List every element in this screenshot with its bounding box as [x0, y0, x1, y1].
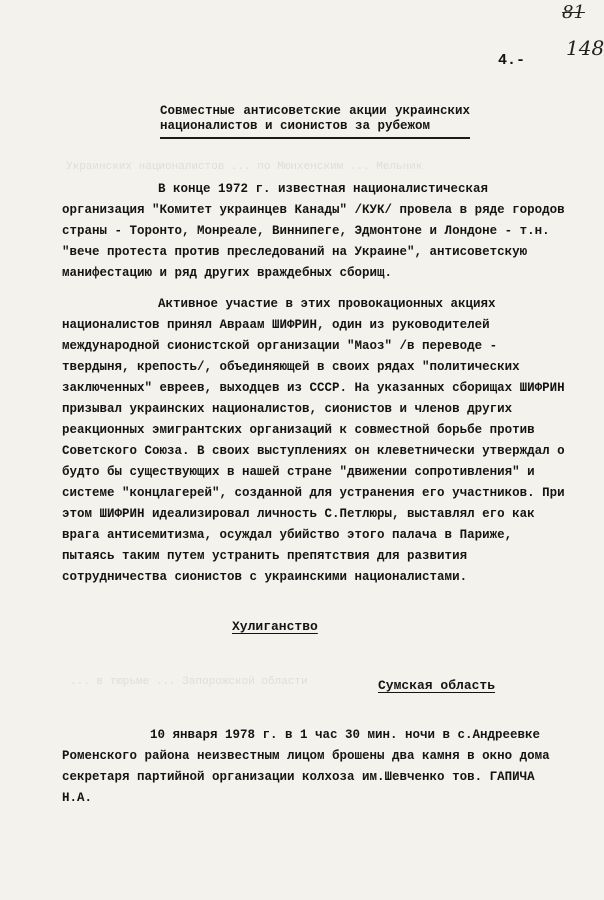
document-title: [160, 104, 470, 139]
page-number: 4.-: [498, 52, 526, 69]
paragraph-text: В конце 1972 г. известная националистическая организация "Комитет украинцев Канады" /КУК/ провела в ряде городов страны - Торонто, Монреале, Виннипеге, Эдмонтоне и Лондоне - т.н. "вече протеста против преследований на Украине", антисоветскую манифестацию и ряд других враждебных сборищ.: [62, 182, 565, 280]
paragraph: [62, 294, 572, 588]
bleed-through-text: Украинских националистов ... по Мюнхенским ... Мельник: [66, 161, 423, 173]
title-text: Совместные антисоветские акции украинских националистов и сионистов за рубежом: [160, 104, 470, 133]
paragraph-text: Активное участие в этих провокационных акциях националистов принял Авраам ШИФРИН, один из руководителей международной сионистской организации "Маоз" /в переводе - твердыня, крепость/, объединяющей в своих рядах "политических заключенных" евреев, выходцев из СССР. На указанных сборищах ШИФРИН призывал украинских националистов, сионистов и членов других реакционных эмигрантских организаций к совместной борьбе против Советского Союза. В своих выступлениях он клеветнически утверждал о будто бы существующих в нашей стране "движении сопротивления" и системе "концлагерей", созданной для устранения его участников. При этом ШИФРИН идеализировал личность С.Петлюры, выставлял его как врага антисемитизма, осуждал убийство этого палача в Париже, пытаясь таким путем устранить препятствия для развития сотрудничества сионистов с украинскими националистами.: [62, 297, 565, 584]
handwritten-crossed-number: 81: [562, 2, 585, 23]
paragraph-text: 10 января 1978 г. в 1 час 30 мин. ночи в с.Андреевке Роменского района неизвестным лицом брошены два камня в окно дома секретаря партийной организации колхоза им.Шевченко тов. ГАПИЧА Н.А.: [62, 728, 550, 805]
section-heading: Хулиганство: [232, 619, 318, 634]
bleed-through-text: ... в тюрьме ... Запорожской области: [70, 676, 308, 688]
paragraph: [62, 725, 572, 809]
region-heading: Сумская область: [378, 678, 496, 693]
paragraph: [62, 179, 572, 284]
title-underline: [160, 137, 470, 139]
handwritten-folio-number: 148: [566, 36, 604, 60]
